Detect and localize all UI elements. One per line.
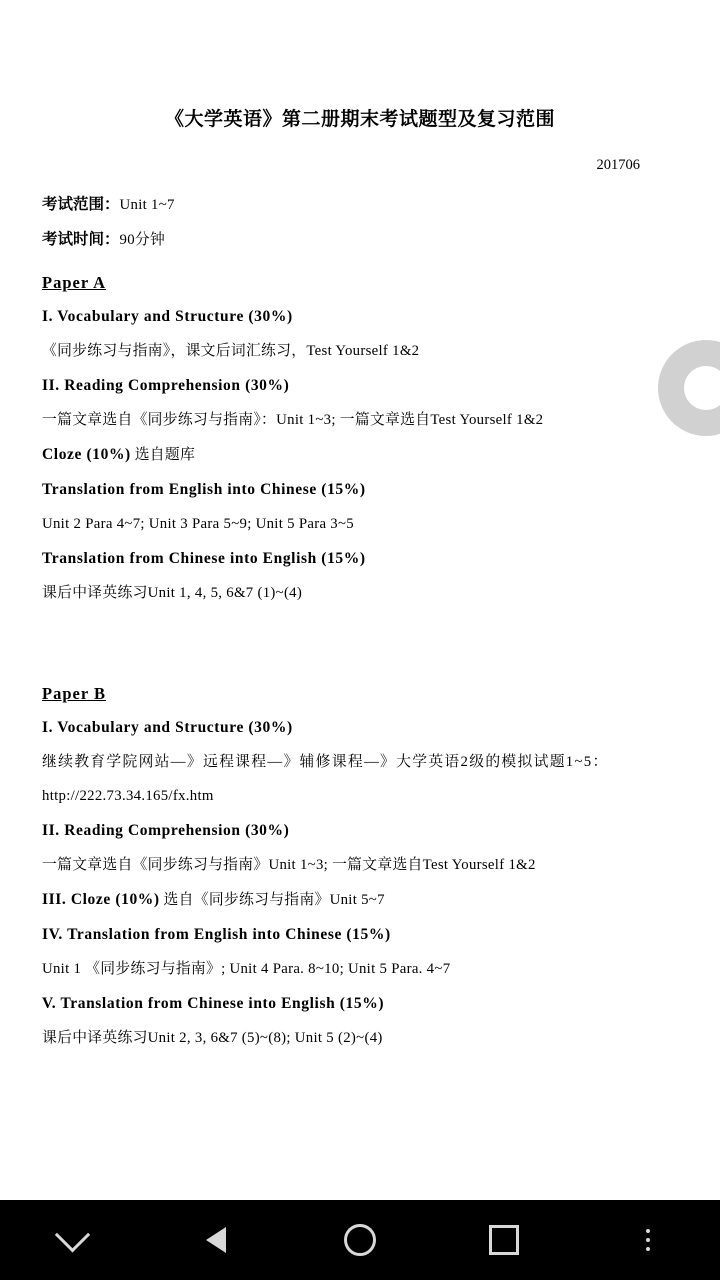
paper-b-item-3-suffix: 选自《同步练习与指南》Unit 5~7: [163, 892, 385, 908]
paper-a-item-2-body: 一篇文章选自《同步练习与指南》：Unit 1~3; 一篇文章选自Test Yourself 1&2: [42, 412, 544, 428]
paper-b-item-2-body: 一篇文章选自《同步练习与指南》Unit 1~3; 一篇文章选自Test Yourself 1&2: [42, 857, 536, 873]
paper-a-item-4-body: Unit 2 Para 4~7; Unit 3 Para 5~9; Unit 5 Para 3~5: [42, 516, 355, 532]
paper-a-item-1-body: 《同步练习与指南》，课文后词汇练习，Test Yourself 1&2: [42, 343, 420, 359]
exam-time-line: [42, 229, 678, 251]
paper-b-item-4-body: Unit 1 《同步练习与指南》; Unit 4 Para. 8~10; Unit 5 Para. 4~7: [42, 961, 451, 977]
back-button[interactable]: [186, 1210, 246, 1270]
page-title: 《大学英语》第二册期末考试题型及复习范围: [164, 109, 555, 130]
paper-b-item-5-body: 课后中译英练习Unit 2, 3, 6&7 (5)~(8); Unit 5 (2)~(4): [42, 1030, 383, 1046]
collapse-button[interactable]: [42, 1210, 102, 1270]
paper-a-item-5-head: Translation from Chinese into English (15%): [42, 550, 366, 567]
paper-a-item-3-head: Cloze (10%): [42, 446, 131, 463]
exam-time-label: 考试时间：: [42, 231, 120, 248]
overflow-menu-icon: [646, 1229, 650, 1251]
paper-b-item-4-head: IV. Translation from English into Chinese (15%): [42, 926, 391, 943]
paper-a-item-5-body: 课后中译英练习Unit 1, 4, 5, 6&7 (1)~(4): [42, 585, 303, 601]
paper-b-heading: Paper B: [42, 684, 106, 703]
recents-square-icon: [489, 1225, 519, 1255]
paper-b-item-5-head: V. Translation from Chinese into English (15%): [42, 995, 385, 1012]
paper-a-item-1-head: I. Vocabulary and Structure (30%): [42, 308, 293, 325]
exam-scope-label: 考试范围：: [42, 196, 120, 213]
paper-a-item-4-head: Translation from English into Chinese (15%): [42, 481, 366, 498]
paper-a-item-3-suffix: 选自题库: [134, 447, 196, 463]
back-triangle-icon: [206, 1227, 226, 1253]
exam-scope-line: [42, 194, 678, 216]
paper-b-item-3-head: III. Cloze (10%): [42, 891, 160, 908]
home-circle-icon: [344, 1224, 376, 1256]
paper-b-item-3: [42, 889, 678, 911]
exam-scope-value: Unit 1~7: [119, 197, 175, 213]
paper-b-item-1-head: I. Vocabulary and Structure (30%): [42, 719, 293, 736]
document-date: 201706: [596, 157, 640, 173]
recents-button[interactable]: [474, 1210, 534, 1270]
exam-time-value: 90分钟: [119, 232, 166, 248]
home-button[interactable]: [330, 1210, 390, 1270]
section-spacer: [42, 604, 678, 662]
paper-a-item-3: [42, 444, 678, 466]
paper-a-heading: Paper A: [42, 273, 106, 292]
paper-b-item-1-url[interactable]: http://222.73.34.165/fx.htm: [42, 788, 214, 804]
overflow-menu-button[interactable]: [618, 1210, 678, 1270]
paper-b-item-1-body: 继续教育学院网站—》远程课程—》辅修课程—》大学英语2级的模拟试题1~5：: [42, 754, 609, 770]
system-navigation-bar: [0, 1200, 720, 1280]
chevron-down-icon: [54, 1217, 89, 1252]
paper-b-item-2-head: II. Reading Comprehension (30%): [42, 822, 290, 839]
paper-a-item-2-head: II. Reading Comprehension (30%): [42, 377, 290, 394]
